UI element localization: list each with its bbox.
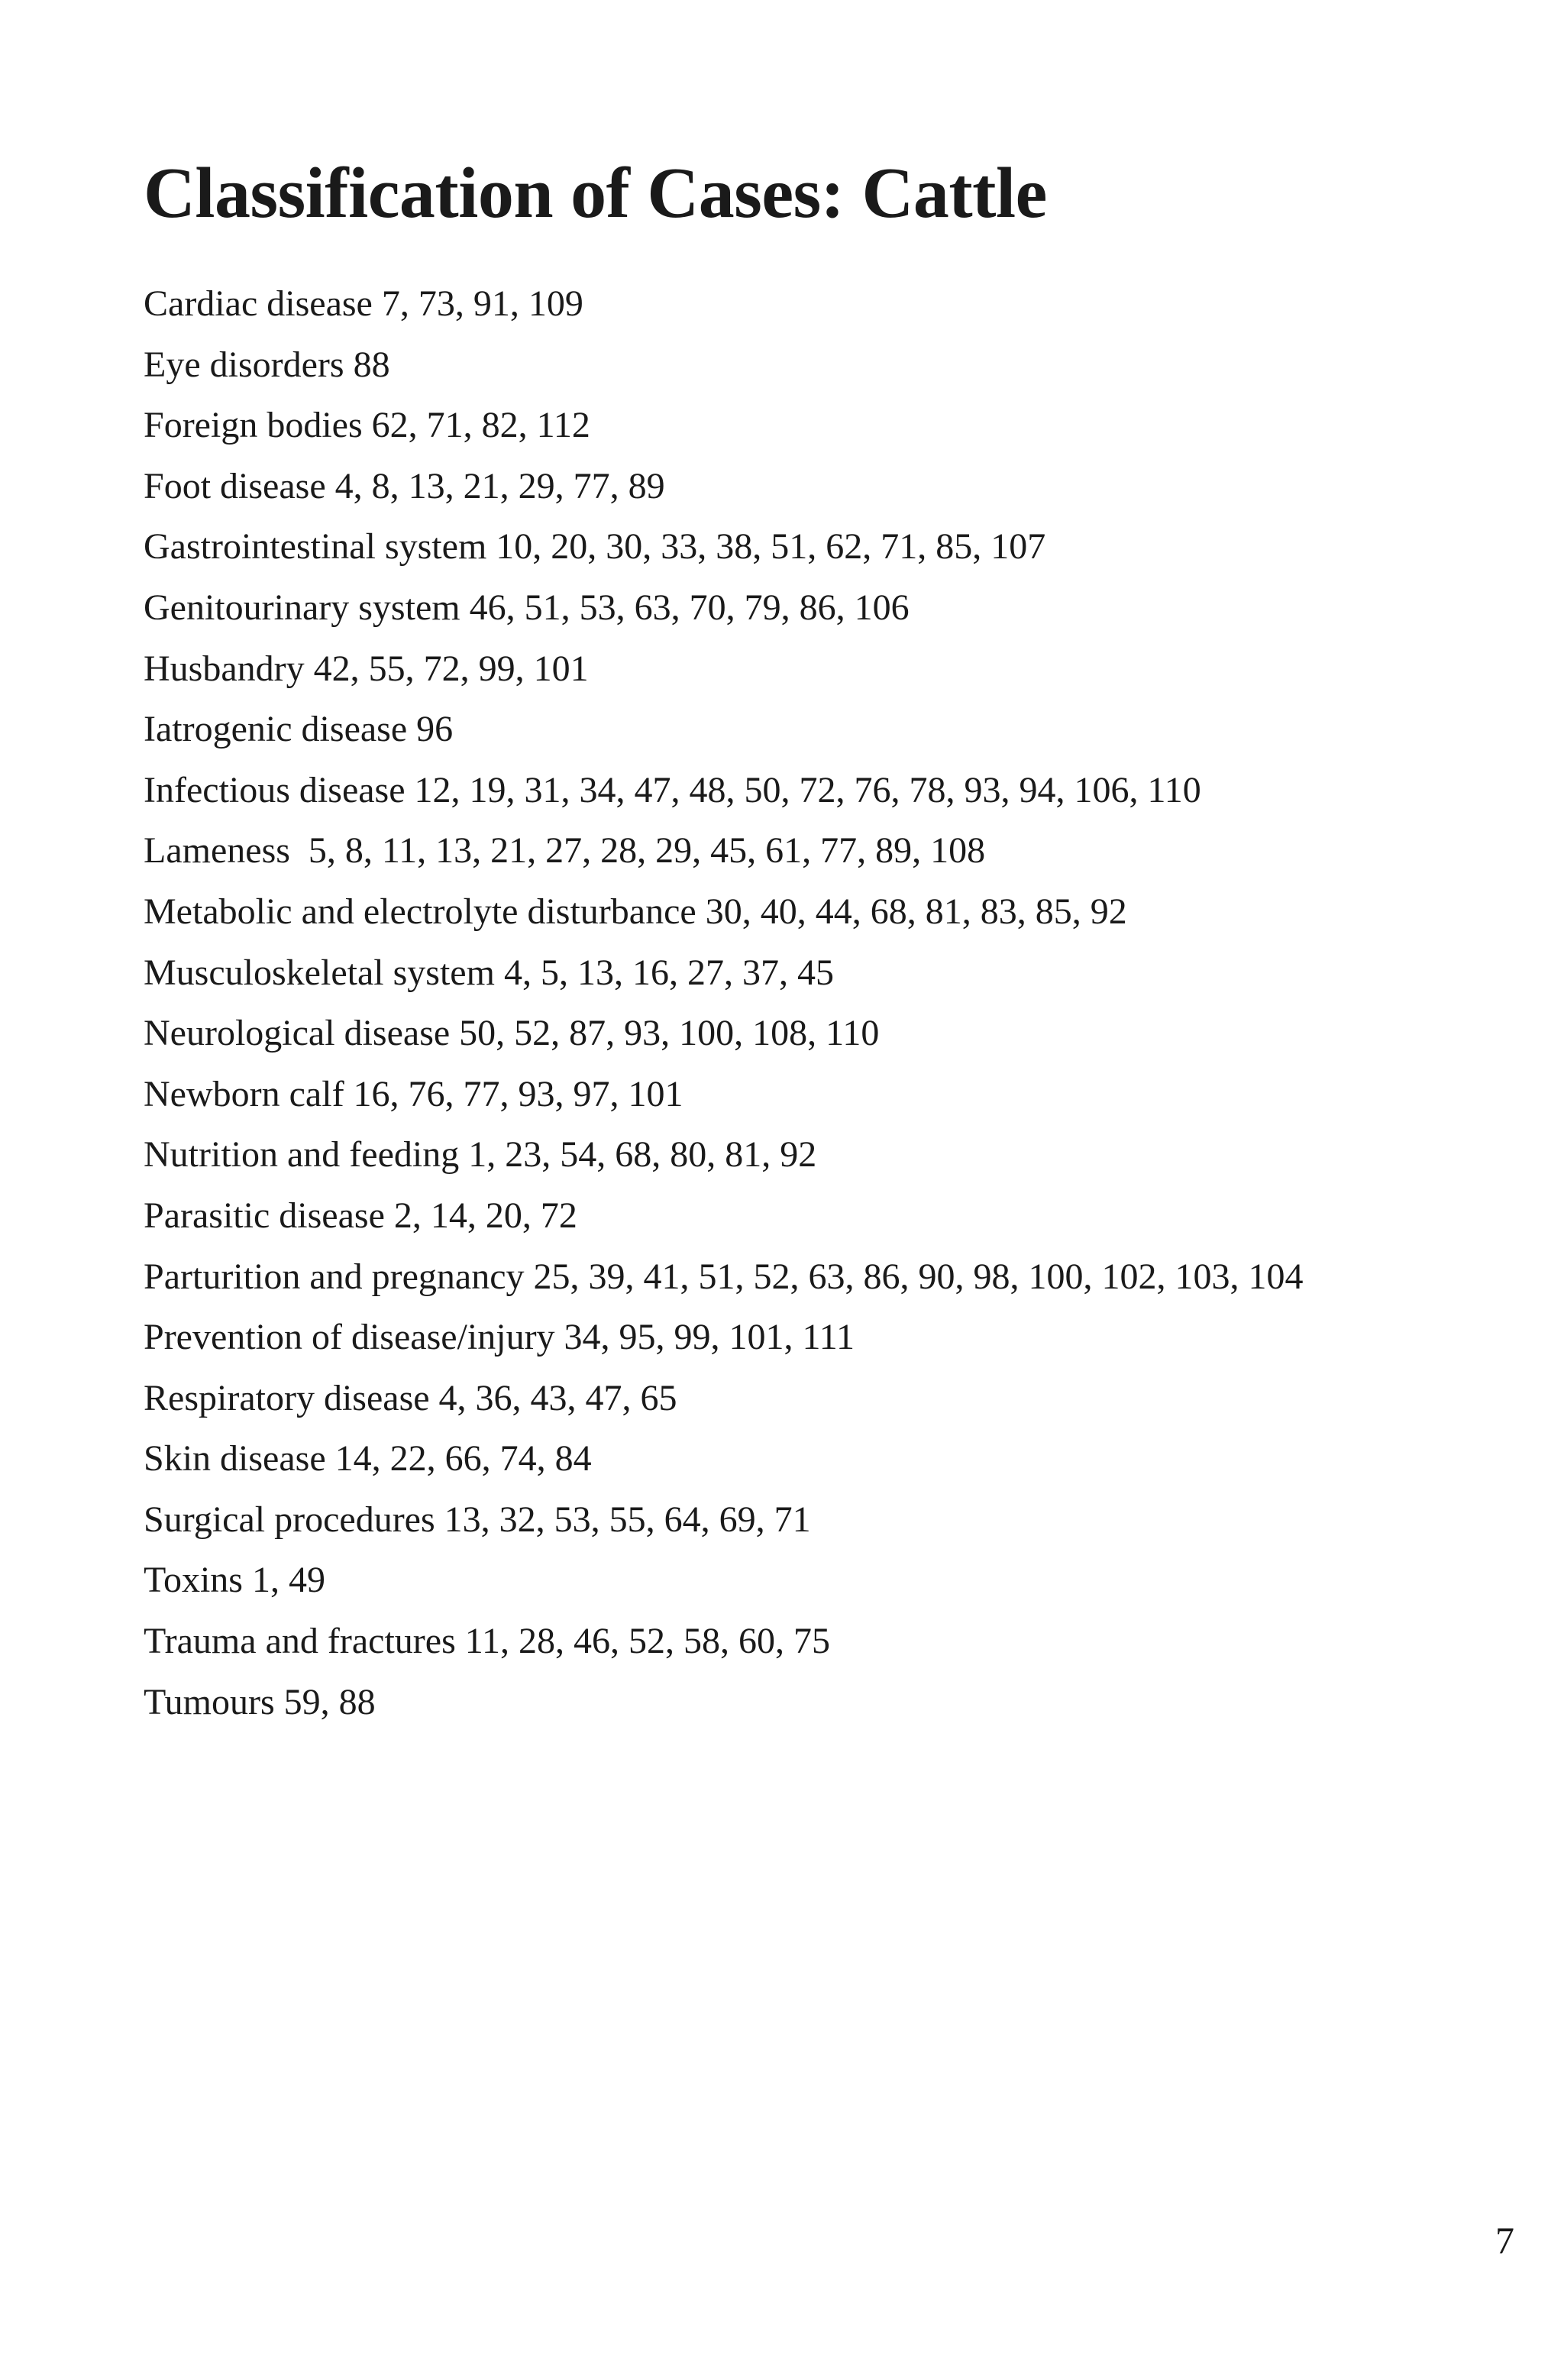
- list-item: Skin disease 14, 22, 66, 74, 84: [144, 1438, 592, 1479]
- list-item: Eye disorders 88: [144, 344, 390, 385]
- list-item: Toxins 1, 49: [144, 1560, 325, 1601]
- list-item: Respiratory disease 4, 36, 43, 47, 65: [144, 1377, 677, 1418]
- list-item: Cardiac disease 7, 73, 91, 109: [144, 283, 583, 324]
- list-item: Lameness 5, 8, 11, 13, 21, 27, 28, 29, 45, 61, 77, 89, 108: [144, 830, 986, 871]
- list-item: Iatrogenic disease 96: [144, 709, 454, 750]
- list-item: Foot disease 4, 8, 13, 21, 29, 77, 89: [144, 465, 665, 506]
- list-item: Husbandry 42, 55, 72, 99, 101: [144, 648, 589, 689]
- list-item: Foreign bodies 62, 71, 82, 112: [144, 405, 590, 446]
- list-item: Parasitic disease 2, 14, 20, 72: [144, 1195, 577, 1236]
- list-item: Metabolic and electrolyte disturbance 30, 40, 44, 68, 81, 83, 85, 92: [144, 891, 1127, 932]
- classification-list: [144, 280, 1304, 1738]
- list-item: Gastrointestinal system 10, 20, 30, 33, 38, 51, 62, 71, 85, 107: [144, 526, 1046, 568]
- list-item: Parturition and pregnancy 25, 39, 41, 51, 52, 63, 86, 90, 98, 100, 102, 103, 104: [144, 1256, 1304, 1297]
- list-item: Infectious disease 12, 19, 31, 34, 47, 48, 50, 72, 76, 78, 93, 94, 106, 110: [144, 769, 1201, 810]
- list-item: Genitourinary system 46, 51, 53, 63, 70, 79, 86, 106: [144, 587, 910, 628]
- list-item: Prevention of disease/injury 34, 95, 99, 101, 111: [144, 1317, 855, 1358]
- list-item: Neurological disease 50, 52, 87, 93, 100, 108, 110: [144, 1013, 880, 1054]
- list-item: Trauma and fractures 11, 28, 46, 52, 58, 60, 75: [144, 1621, 830, 1662]
- list-item: Nutrition and feeding 1, 23, 54, 68, 80, 81, 92: [144, 1134, 817, 1175]
- list-item: Newborn calf 16, 76, 77, 93, 97, 101: [144, 1073, 683, 1114]
- list-item: Tumours 59, 88: [144, 1681, 376, 1722]
- page-title: Classification of Cases: Cattle: [144, 154, 1047, 233]
- page-number: 7: [1495, 2219, 1514, 2262]
- list-item: Musculoskeletal system 4, 5, 13, 16, 27, 37, 45: [144, 952, 834, 993]
- list-item: Surgical procedures 13, 32, 53, 55, 64, 69, 71: [144, 1499, 811, 1540]
